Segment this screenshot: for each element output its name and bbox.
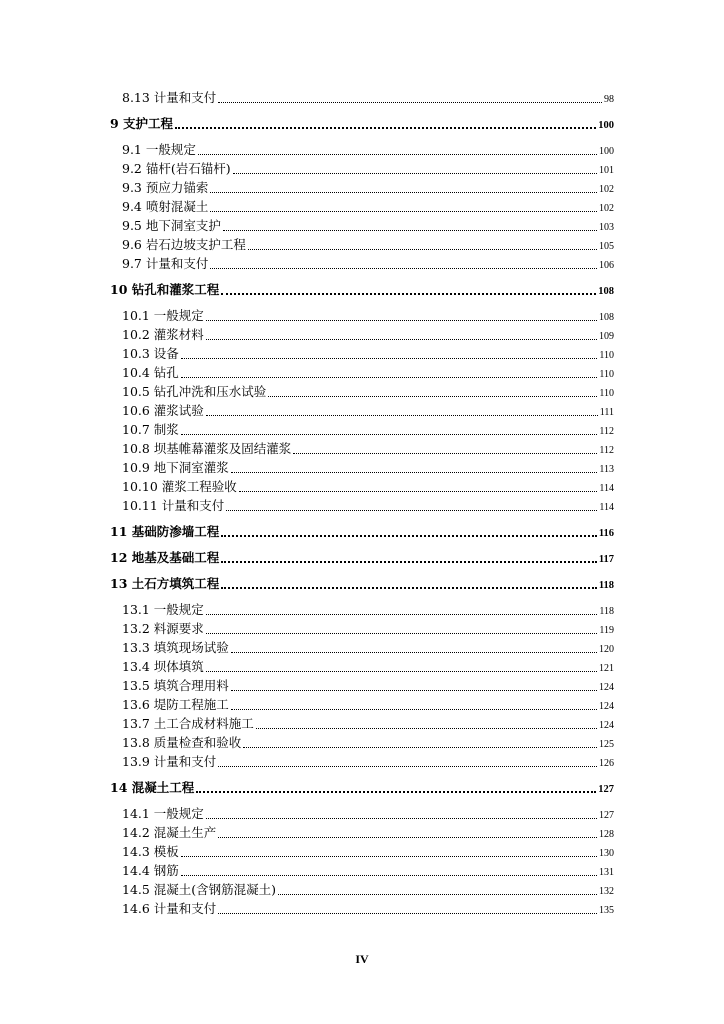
toc-entry-title: 9.7 计量和支付 — [122, 256, 209, 271]
toc-entry-title: 13.8 质量检查和验收 — [122, 735, 242, 750]
dot-leader — [231, 472, 598, 473]
dot-leader — [206, 415, 598, 416]
page-number: IV — [355, 952, 369, 966]
toc-entry-page-number: 113 — [599, 464, 614, 475]
toc-section-entry — [122, 824, 614, 842]
toc-entry-title: 13 土石方填筑工程 — [110, 576, 220, 591]
toc-entry-page-number: 106 — [599, 260, 614, 271]
toc-section-entry — [122, 843, 614, 861]
dot-leader — [231, 652, 597, 653]
dot-leader — [278, 894, 597, 895]
toc-section-entry — [122, 459, 614, 477]
toc-entry-title: 14.2 混凝土生产 — [122, 825, 217, 840]
toc-entry-page-number: 98 — [604, 94, 614, 105]
toc-entry-page-number: 114 — [599, 483, 614, 494]
toc-entry-title: 14.4 钢筋 — [122, 863, 179, 878]
toc-entry-page-number: 109 — [599, 331, 614, 342]
toc-entry-title: 8.13 计量和支付 — [122, 90, 217, 105]
toc-entry-title: 10.11 计量和支付 — [122, 498, 225, 513]
toc-entry-title: 13.6 堤防工程施工 — [122, 697, 229, 712]
toc-entry-title: 13.2 料源要求 — [122, 621, 204, 636]
toc-entry-page-number: 108 — [599, 312, 614, 323]
toc-entry-page-number: 100 — [599, 146, 614, 157]
dot-leader — [175, 127, 596, 129]
toc-entry-title: 13.5 填筑合理用料 — [122, 678, 229, 693]
dot-leader — [210, 268, 597, 269]
dot-leader — [206, 339, 597, 340]
toc-section-entry — [122, 900, 614, 918]
toc-entry-title: 10.8 坝基帷幕灌浆及固结灌浆 — [122, 441, 292, 456]
toc-entry-title: 9.3 预应力锚索 — [122, 180, 209, 195]
toc-entry-page-number: 135 — [599, 905, 614, 916]
toc-entry-page-number: 126 — [599, 758, 614, 769]
dot-leader — [218, 102, 602, 103]
toc-section-entry — [122, 179, 614, 197]
dot-leader — [218, 766, 597, 767]
toc-section-entry — [122, 734, 614, 752]
dot-leader — [231, 690, 597, 691]
toc-entry-title: 10.6 灌浆试验 — [122, 403, 204, 418]
toc-section-entry — [122, 620, 614, 638]
toc-section-entry — [122, 862, 614, 880]
toc-entry-title: 10.7 制浆 — [122, 422, 179, 437]
toc-section-entry — [122, 753, 614, 771]
dot-leader — [239, 491, 598, 492]
dot-leader — [218, 913, 597, 914]
dot-leader — [248, 249, 597, 250]
toc-entry-title: 14.6 计量和支付 — [122, 901, 217, 916]
toc-entry-page-number: 127 — [599, 810, 614, 821]
toc-section-entry — [122, 217, 614, 235]
toc-entry-page-number: 128 — [599, 829, 614, 840]
toc-entry-title: 10.3 设备 — [122, 346, 179, 361]
toc-section-entry — [122, 307, 614, 325]
dot-leader — [181, 875, 597, 876]
toc-entry-page-number: 132 — [599, 886, 614, 897]
toc-section-entry — [122, 421, 614, 439]
toc-chapter-entry — [110, 281, 614, 299]
toc-entry-title: 10.10 灌浆工程验收 — [122, 479, 237, 494]
dot-leader — [196, 791, 596, 793]
toc-entry-title: 10.5 钻孔冲洗和压水试验 — [122, 384, 267, 399]
toc-entry-page-number: 100 — [598, 120, 614, 131]
toc-entry-title: 10.9 地下洞室灌浆 — [122, 460, 229, 475]
toc-entry-title: 10.1 一般规定 — [122, 308, 204, 323]
toc-section-entry — [122, 160, 614, 178]
dot-leader — [223, 230, 597, 231]
dot-leader — [181, 358, 598, 359]
dot-leader — [206, 614, 598, 615]
dot-leader — [181, 377, 598, 378]
toc-entry-page-number: 110 — [599, 369, 614, 380]
toc-entry-title: 10 钻孔和灌浆工程 — [110, 282, 220, 297]
toc-entry-title: 14.5 混凝土(含钢筋混凝土) — [122, 882, 277, 897]
dot-leader — [210, 192, 597, 193]
toc-section-entry — [122, 497, 614, 515]
toc-section-entry — [122, 805, 614, 823]
toc-entry-title: 10.2 灌浆材料 — [122, 327, 204, 342]
toc-entry-page-number: 120 — [599, 644, 614, 655]
dot-leader — [268, 396, 597, 397]
dot-leader — [206, 671, 597, 672]
toc-entry-title: 10.4 钻孔 — [122, 365, 179, 380]
toc-entry-title: 13.3 填筑现场试验 — [122, 640, 229, 655]
toc-entry-title: 14 混凝土工程 — [110, 780, 195, 795]
toc-section-entry — [122, 326, 614, 344]
toc-entry-page-number: 124 — [599, 701, 614, 712]
toc-entry-title: 9 支护工程 — [110, 116, 174, 131]
toc-entry-title: 9.4 喷射混凝土 — [122, 199, 209, 214]
toc-entry-page-number: 124 — [599, 682, 614, 693]
dot-leader — [218, 837, 597, 838]
toc-entry-title: 14.3 模板 — [122, 844, 179, 859]
toc-entry-page-number: 108 — [598, 286, 614, 297]
toc-entry-title: 13.9 计量和支付 — [122, 754, 217, 769]
toc-entry-page-number: 124 — [599, 720, 614, 731]
dot-leader — [243, 747, 597, 748]
toc-section-entry — [122, 639, 614, 657]
dot-leader — [221, 561, 597, 563]
dot-leader — [198, 154, 597, 155]
dot-leader — [181, 856, 597, 857]
dot-leader — [181, 434, 598, 435]
toc-entry-page-number: 102 — [599, 203, 614, 214]
toc-entry-page-number: 131 — [599, 867, 614, 878]
toc-section-entry — [122, 677, 614, 695]
toc-entry-title: 9.1 一般规定 — [122, 142, 196, 157]
toc-entry-page-number: 121 — [599, 663, 614, 674]
toc-entry-page-number: 112 — [599, 426, 614, 437]
toc-entry-page-number: 116 — [598, 528, 614, 539]
toc-section-entry — [122, 715, 614, 733]
toc-entry-page-number: 118 — [599, 606, 614, 617]
toc-entry-page-number: 119 — [599, 625, 614, 636]
toc-entry-page-number: 110 — [599, 350, 614, 361]
toc-section-entry — [122, 601, 614, 619]
toc-entry-title: 9.2 锚杆(岩石锚杆) — [122, 161, 231, 176]
dot-leader — [221, 293, 596, 295]
toc-chapter-entry — [110, 523, 614, 541]
toc-entry-page-number: 127 — [598, 784, 614, 795]
toc-section-entry — [122, 658, 614, 676]
toc-entry-title: 11 基础防渗墙工程 — [110, 524, 220, 539]
toc-section-entry — [122, 881, 614, 899]
toc-entry-page-number: 102 — [599, 184, 614, 195]
toc-chapter-entry — [110, 115, 614, 133]
toc-section-entry — [122, 345, 614, 363]
dot-leader — [256, 728, 597, 729]
dot-leader — [226, 510, 597, 511]
toc-entry-page-number: 130 — [599, 848, 614, 859]
toc-entry-page-number: 103 — [599, 222, 614, 233]
toc-section-entry — [122, 440, 614, 458]
toc-section-entry — [122, 198, 614, 216]
toc-entry-title: 9.5 地下洞室支护 — [122, 218, 221, 233]
toc-entry-page-number: 111 — [599, 407, 614, 418]
dot-leader — [210, 211, 597, 212]
dot-leader — [221, 535, 597, 537]
toc-entry-page-number: 112 — [599, 445, 614, 456]
dot-leader — [206, 320, 597, 321]
dot-leader — [206, 633, 598, 634]
toc-entry-page-number: 110 — [599, 388, 614, 399]
toc-entry-title: 13.1 一般规定 — [122, 602, 204, 617]
dot-leader — [206, 818, 597, 819]
toc-entry-title: 14.1 一般规定 — [122, 806, 204, 821]
toc-chapter-entry — [110, 575, 614, 593]
toc-entry-page-number: 105 — [599, 241, 614, 252]
dot-leader — [221, 587, 597, 589]
toc-chapter-entry — [110, 549, 614, 567]
dot-leader — [293, 453, 597, 454]
toc-section-entry — [122, 364, 614, 382]
toc-section-entry — [122, 89, 614, 107]
toc-entry-page-number: 114 — [599, 502, 614, 513]
toc-section-entry — [122, 141, 614, 159]
toc-section-entry — [122, 402, 614, 420]
toc-section-entry — [122, 696, 614, 714]
dot-leader — [233, 173, 597, 174]
toc-entry-page-number: 125 — [599, 739, 614, 750]
toc-entry-title: 12 地基及基础工程 — [110, 550, 220, 565]
toc-entry-title: 13.4 坝体填筑 — [122, 659, 204, 674]
toc-section-entry — [122, 383, 614, 401]
toc-section-entry — [122, 255, 614, 273]
toc-section-entry — [122, 478, 614, 496]
toc-section-entry — [122, 236, 614, 254]
toc-entry-page-number: 118 — [598, 580, 614, 591]
toc-entry-page-number: 101 — [599, 165, 614, 176]
toc-chapter-entry — [110, 779, 614, 797]
toc-entry-page-number: 117 — [598, 554, 614, 565]
toc-entry-title: 9.6 岩石边坡支护工程 — [122, 237, 246, 252]
dot-leader — [231, 709, 597, 710]
toc-entry-title: 13.7 土工合成材料施工 — [122, 716, 254, 731]
